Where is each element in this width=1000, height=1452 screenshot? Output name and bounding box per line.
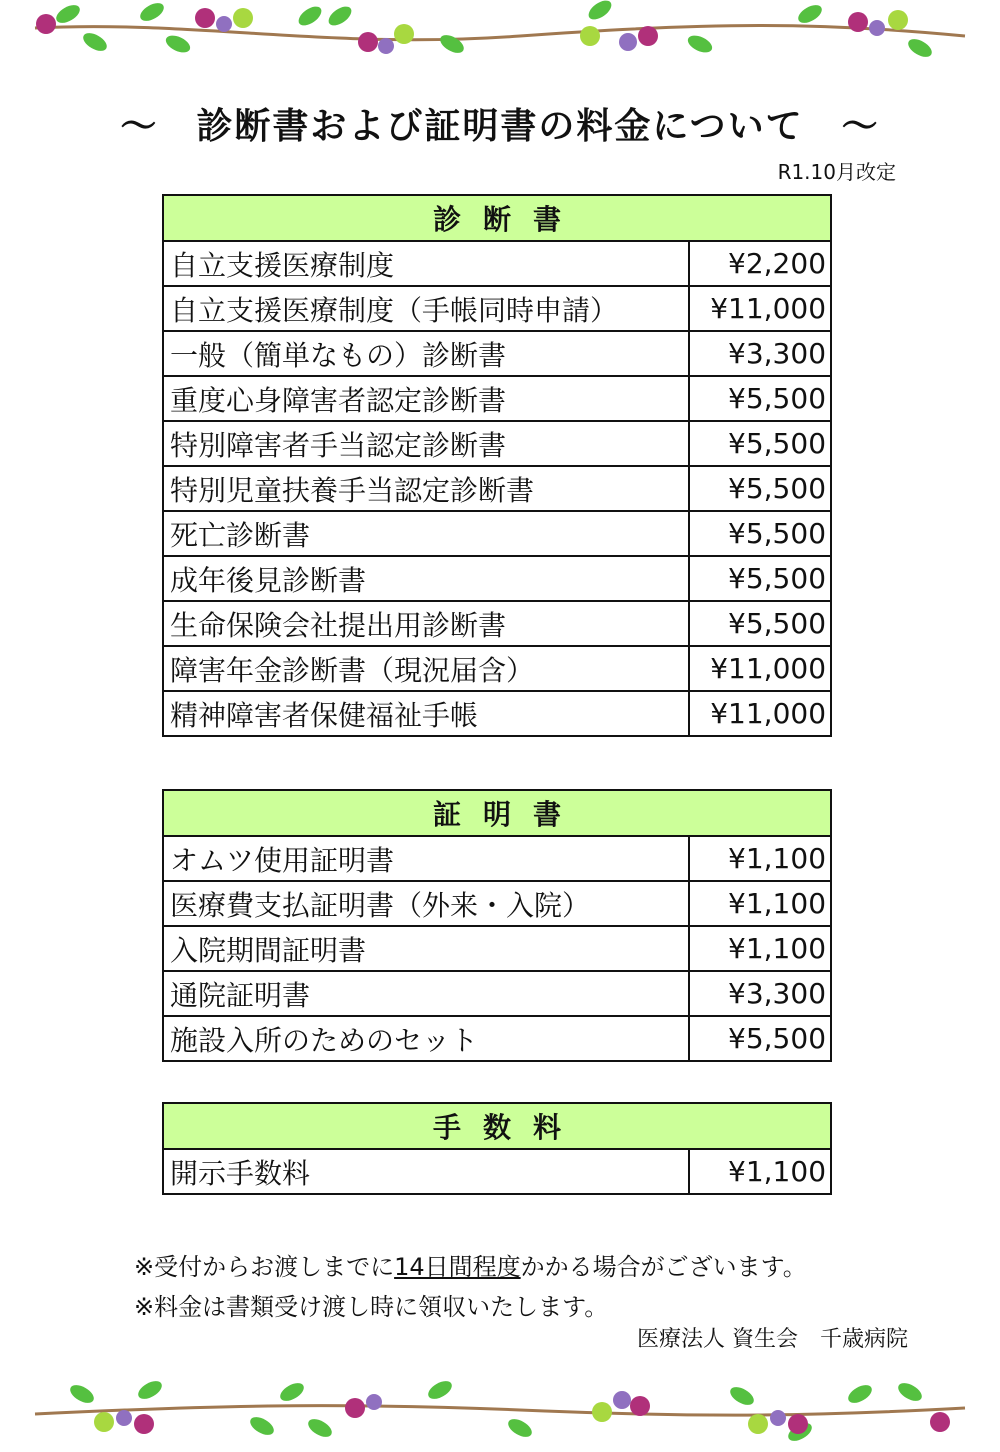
top-vine-decoration [0, 0, 1000, 80]
item-name: 入院期間証明書 [163, 926, 689, 971]
diagnosis-fee-table [162, 194, 832, 737]
note-suffix: かかる場合がございます。 [520, 1253, 807, 1281]
item-price: ¥1,100 [689, 881, 831, 926]
item-price: ¥2,200 [689, 241, 831, 286]
item-name: 精神障害者保健福祉手帳 [163, 691, 689, 736]
item-name: 重度心身障害者認定診断書 [163, 376, 689, 421]
page-title: ～ 診断書および証明書の料金について ～ [120, 106, 880, 147]
item-price: ¥11,000 [689, 646, 831, 691]
item-price: ¥5,500 [689, 421, 831, 466]
table-row [163, 556, 831, 601]
table-header: 診断書 [163, 195, 831, 241]
certificate-fee-table [162, 789, 832, 1062]
item-name: 自立支援医療制度 [163, 241, 689, 286]
bottom-vine-decoration [0, 1372, 1000, 1452]
hospital-name: 医療法人 資生会 千歳病院 [637, 1327, 908, 1352]
berry-icon [36, 8, 908, 54]
item-price: ¥5,500 [689, 376, 831, 421]
item-name: 自立支援医療制度（手帳同時申請） [163, 286, 689, 331]
item-price: ¥5,500 [689, 601, 831, 646]
table-row [163, 601, 831, 646]
note-processing-time [134, 1247, 807, 1282]
table-row [163, 376, 831, 421]
item-name: 施設入所のためのセット [163, 1016, 689, 1061]
item-price: ¥1,100 [689, 926, 831, 971]
item-price: ¥5,500 [689, 466, 831, 511]
table-row [163, 331, 831, 376]
item-name: 生命保険会社提出用診断書 [163, 601, 689, 646]
item-name: 通院証明書 [163, 971, 689, 1016]
table-row [163, 1016, 831, 1061]
table-row [163, 926, 831, 971]
table-row [163, 511, 831, 556]
item-price: ¥5,500 [689, 556, 831, 601]
table-header: 手数料 [163, 1103, 831, 1149]
table-row [163, 691, 831, 736]
item-price: ¥11,000 [689, 286, 831, 331]
handling-fee-table [162, 1102, 832, 1195]
item-price: ¥5,500 [689, 511, 831, 556]
item-price: ¥3,300 [689, 971, 831, 1016]
item-name: 死亡診断書 [163, 511, 689, 556]
item-name: 医療費支払証明書（外来・入院） [163, 881, 689, 926]
table-row [163, 241, 831, 286]
vine-branch-icon [35, 1406, 965, 1415]
table-row [163, 466, 831, 511]
table-row [163, 836, 831, 881]
table-row [163, 881, 831, 926]
item-price: ¥11,000 [689, 691, 831, 736]
item-name: 開示手数料 [163, 1149, 689, 1194]
note-prefix: ※受付からお渡しまでに [134, 1253, 395, 1281]
item-price: ¥1,100 [689, 836, 831, 881]
table-row [163, 646, 831, 691]
revision-date: R1.10月改定 [777, 160, 896, 184]
item-name: 一般（簡単なもの）診断書 [163, 331, 689, 376]
leaf-icon [67, 1377, 925, 1444]
table-header: 証明書 [163, 790, 831, 836]
item-name: オムツ使用証明書 [163, 836, 689, 881]
table-row [163, 421, 831, 466]
item-price: ¥3,300 [689, 331, 831, 376]
item-name: 成年後見診断書 [163, 556, 689, 601]
table-row [163, 286, 831, 331]
item-price: ¥1,100 [689, 1149, 831, 1194]
note-emphasis: 14日間程度 [394, 1253, 521, 1281]
table-row [163, 971, 831, 1016]
item-name: 特別障害者手当認定診断書 [163, 421, 689, 466]
item-name: 障害年金診断書（現況届含） [163, 646, 689, 691]
note-payment: ※料金は書類受け渡し時に領収いたします。 [134, 1293, 609, 1321]
item-name: 特別児童扶養手当認定診断書 [163, 466, 689, 511]
table-row [163, 1149, 831, 1194]
item-price: ¥5,500 [689, 1016, 831, 1061]
